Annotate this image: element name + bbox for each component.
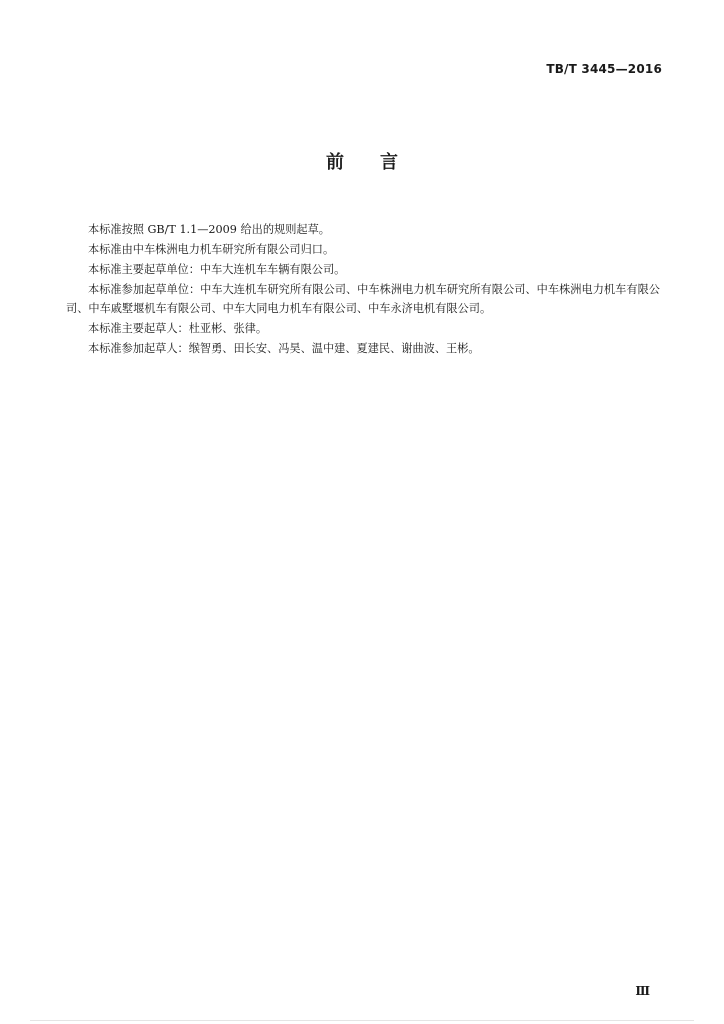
document-code: TB/T 3445—2016 [546,62,662,76]
page-bottom-divider [30,1020,694,1021]
paragraph-participating-drafters: 本标准参加起草人：缑智勇、田长安、冯昊、温中建、夏建民、谢曲波、王彬。 [88,342,480,355]
paragraph-drafting-rules: 本标准按照 GB/T 1.1—2009 给出的规则起草。 [88,223,330,236]
foreword-body [66,220,660,359]
paragraph-main-drafters: 本标准主要起草人：杜亚彬、张律。 [88,322,268,335]
page-title: 前言 [326,152,434,173]
paragraph-main-drafting-unit: 本标准主要起草单位：中车大连机车车辆有限公司。 [88,263,346,276]
paragraph-participating-units: 本标准参加起草单位：中车大连机车研究所有限公司、中车株洲电力机车研究所有限公司、中车株洲电力机车有限公司、中车戚墅堰机车有限公司、中车大同电力机车有限公司、中车永济电机有限公司。 [66,283,660,315]
paragraph-responsible-unit: 本标准由中车株洲电力机车研究所有限公司归口。 [88,243,335,256]
page-number: Ⅲ [635,984,650,998]
